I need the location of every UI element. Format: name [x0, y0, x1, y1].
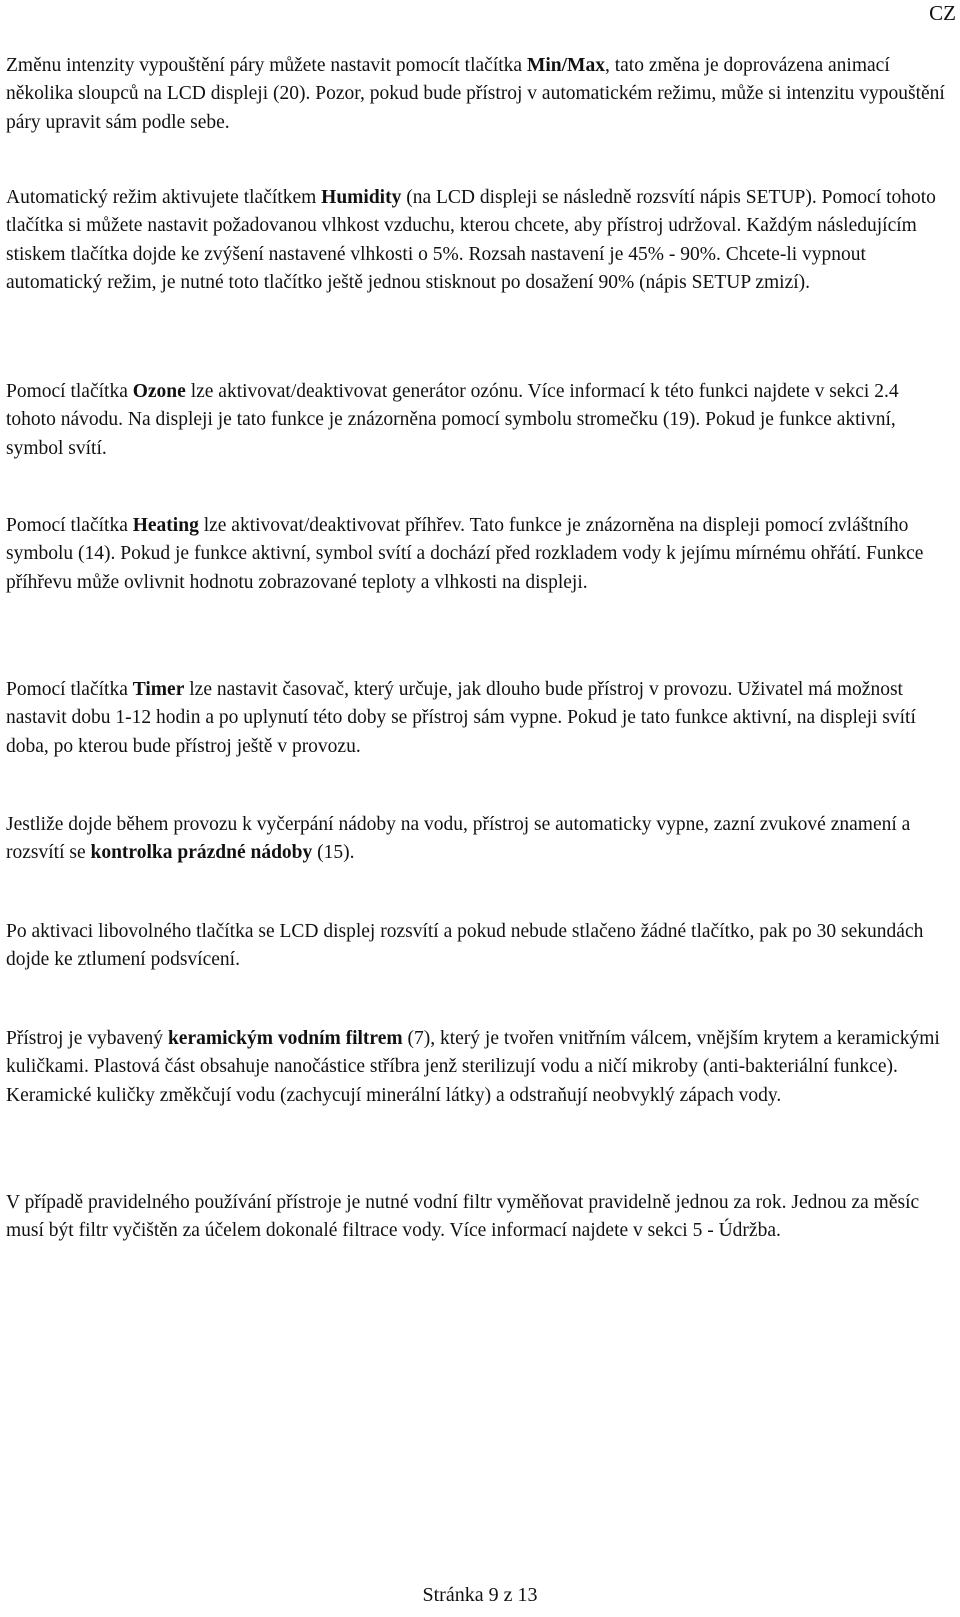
paragraph-empty-tank [6, 811, 950, 868]
text-segment: lze aktivovat/deaktivovat příhřev. Tato funkce je znázorněna na displeji pomocí zvláštního symbolu (14). Pokud je funkce aktivní, symbol svítí a dochází před rozkladem vody k jejímu mírnému ohřátí. Funkce příhřevu může ovlivnit hodnotu zobrazované teploty a vlhkosti na displeji. [6, 515, 924, 593]
text-segment: Pomocí tlačítka [6, 515, 133, 536]
text-segment: Jestliže dojde během provozu k vyčerpání nádoby na vodu, přístroj se automaticky vypne, zazní zvukové znamení a rozsvítí se [6, 814, 911, 864]
text-segment: Přístroj je vybavený [6, 1028, 168, 1049]
paragraph-ozone [6, 378, 950, 463]
button-name-ozone: Ozone [132, 381, 186, 402]
button-name-heating: Heating [132, 515, 199, 536]
button-name-timer: Timer [132, 679, 185, 700]
button-name-humidity: Humidity [321, 187, 402, 208]
paragraph-humidity [6, 184, 950, 298]
paragraph-ceramic-filter [6, 1025, 950, 1110]
text-segment: Po aktivaci libovolného tlačítka se LCD displej rozsvítí a pokud nebude stlačeno žádné tlačítko, pak po 30 sekundách dojde ke ztlumení podsvícení. [6, 921, 924, 971]
page-number: Stránka 9 z 13 [422, 1584, 538, 1606]
text-segment: lze aktivovat/deaktivovat generátor ozónu. Více informací k této funkci najdete v sekci 2.4 tohoto návodu. Na displeji je tato funkce je znázorněna pomocí symbolu stromečku (19). Pokud je funkce aktivní, symbol svítí. [6, 381, 899, 459]
ceramic-filter-name: keramickým vodním filtrem [167, 1028, 403, 1049]
paragraph-timer [6, 676, 950, 761]
text-segment: , tato změna je doprovázena animací několika sloupců na LCD displeji (20). Pozor, pokud bude přístroj v automatickém režimu, může si intenzitu vypouštění páry upravit sám podle sebe. [6, 55, 945, 133]
button-name-minmax: Min/Max [526, 55, 605, 76]
text-segment: Pomocí tlačítka [6, 679, 133, 700]
paragraph-heating [6, 512, 950, 597]
text-segment: lze nastavit časovač, který určuje, jak dlouho bude přístroj v provozu. Uživatel má možnost nastavit dobu 1-12 hodin a po uplynutí této doby se přístroj sám vypne. Pokud je tato funkce aktivní, na displeji svítí doba, po kterou bude přístroj ještě v provozu. [6, 679, 916, 757]
text-segment: (na LCD displeji se následně rozsvítí nápis SETUP). Pomocí tohoto tlačítka si můžete nastavit požadovanou vlhkost vzduchu, kterou chcete, aby přístroj udržoval. Každým následujícím stiskem tlačítka dojde ke zvýšení nastavené vlhkosti o 5%. Rozsah nastavení je 45% - 90%. Chcete-li vypnout automatický režim, je nutné toto tlačítko ještě jednou stisknout po dosažení 90% (nápis SETUP zmizí). [6, 187, 936, 294]
paragraph-filter-replacement [6, 1189, 950, 1246]
text-segment: (15). [312, 842, 355, 864]
text-segment: Pomocí tlačítka [6, 381, 133, 402]
paragraph-intensity [6, 52, 950, 137]
paragraph-backlight [6, 918, 950, 975]
language-code: CZ [929, 1, 956, 25]
text-segment: Automatický režim aktivujete tlačítkem [6, 187, 322, 208]
text-segment: Změnu intenzity vypouštění páry můžete nastavit pomocít tlačítka [6, 55, 527, 76]
text-segment: (7), který je tvořen vnitřním válcem, vnějším krytem a keramickými kuličkami. Plastová část obsahuje nanočástice stříbra jenž sterilizují vodu a ničí mikroby (anti-bakteriální funkce). Keramické kuličky změkčují vodu (zachycují minerální látky) a odstraňují neobvyklý zápach vody. [6, 1028, 940, 1106]
empty-tank-indicator-name: kontrolka prázdné nádoby [90, 842, 313, 864]
text-segment: V případě pravidelného používání přístroje je nutné vodní filtr vyměňovat pravidelně jednou za rok. Jednou za měsíc musí být filtr vyčištěn za účelem dokonalé filtrace vody. Více informací najdete v sekci 5 - Údržba. [6, 1192, 920, 1242]
